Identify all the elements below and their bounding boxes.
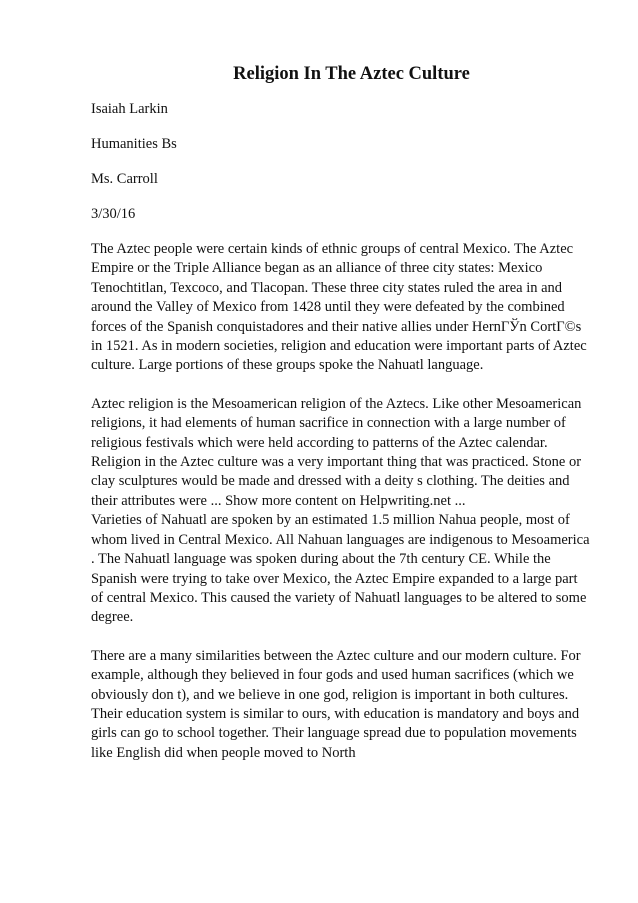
paragraph-line: religions, it had elements of human sacrifice in connection with a large number of [91, 415, 566, 432]
paragraph-2 [91, 395, 598, 511]
paragraph-line: Varieties of Nahuatl are spoken by an estimated 1.5 million Nahua people, most of [91, 512, 570, 529]
paragraph-line: example, although they believed in four gods and used human sacrifices (which we [91, 667, 574, 684]
paragraph-gap [91, 628, 598, 647]
document-title: Religion In The Aztec Culture [233, 64, 470, 84]
paragraph-line: culture. Large portions of these groups spoke the Nahuatl language. [91, 357, 484, 374]
paragraph-line: Religion in the Aztec culture was a very important thing that was practiced. Stone or [91, 454, 582, 471]
paragraph-line: clay sculptures would be made and dressed with a deity s clothing. The deities and [91, 473, 570, 490]
paragraph-line: Aztec religion is the Mesoamerican religion of the Aztecs. Like other Mesoamerican [91, 395, 582, 412]
paragraph-line: degree. [91, 609, 134, 626]
course-name: Humanities Bs [91, 136, 177, 152]
teacher-name: Ms. Carroll [91, 171, 158, 187]
paragraph-line: girls can go to school together. Their language spread due to population movements [91, 725, 577, 742]
paragraph-line: Empire or the Triple Alliance began as an alliance of three city states: Mexico [91, 260, 543, 277]
paragraph-line: The Aztec people were certain kinds of ethnic groups of central Mexico. The Aztec [91, 241, 574, 257]
author-name: Isaiah Larkin [91, 101, 168, 117]
paragraph-3 [91, 511, 598, 627]
paragraph-line: Their education system is similar to ours, with education is mandatory and boys and [91, 705, 580, 722]
paragraph-line: Tenochtitlan, Texcoco, and Tlacopan. These three city states ruled the area in and [91, 279, 563, 296]
paragraph-line: There are a many similarities between the Aztec culture and our modern culture. For [91, 647, 581, 664]
document-date: 3/30/16 [91, 206, 136, 222]
paragraph-line: in 1521. As in modern societies, religion and education were important parts of Aztec [91, 338, 587, 355]
paragraph-line: around the Valley of Mexico from 1428 until they were defeated by the combined [91, 299, 565, 316]
paragraph-line: . The Nahuatl language was spoken during about the 7th century CE. While the [91, 551, 551, 568]
paragraph-line: of central Mexico. This caused the variety of Nahuatl languages to be altered to some [91, 589, 587, 606]
paragraph-line: like English did when people moved to North [91, 744, 356, 761]
paragraph-1 [91, 240, 598, 376]
paragraph-line: forces of the Spanish conquistadores and their native allies under HernГЎn CortГ©s [91, 318, 582, 335]
paragraph-4 [91, 647, 598, 763]
paragraph-line: Spanish were trying to take over Mexico, the Aztec Empire expanded to a large part [91, 570, 578, 587]
paragraph-line: obviously don t), and we believe in one god, religion is important in both cultures. [91, 686, 569, 703]
paragraph-gap [91, 376, 598, 395]
paragraph-line: their attributes were ... Show more content on Helpwriting.net ... [91, 492, 466, 509]
paragraph-line: religious festivals which were held according to patterns of the Aztec calendar. [91, 434, 548, 451]
paragraph-line: whom lived in Central Mexico. All Nahuan languages are indigenous to Mesoamerica [91, 531, 590, 548]
